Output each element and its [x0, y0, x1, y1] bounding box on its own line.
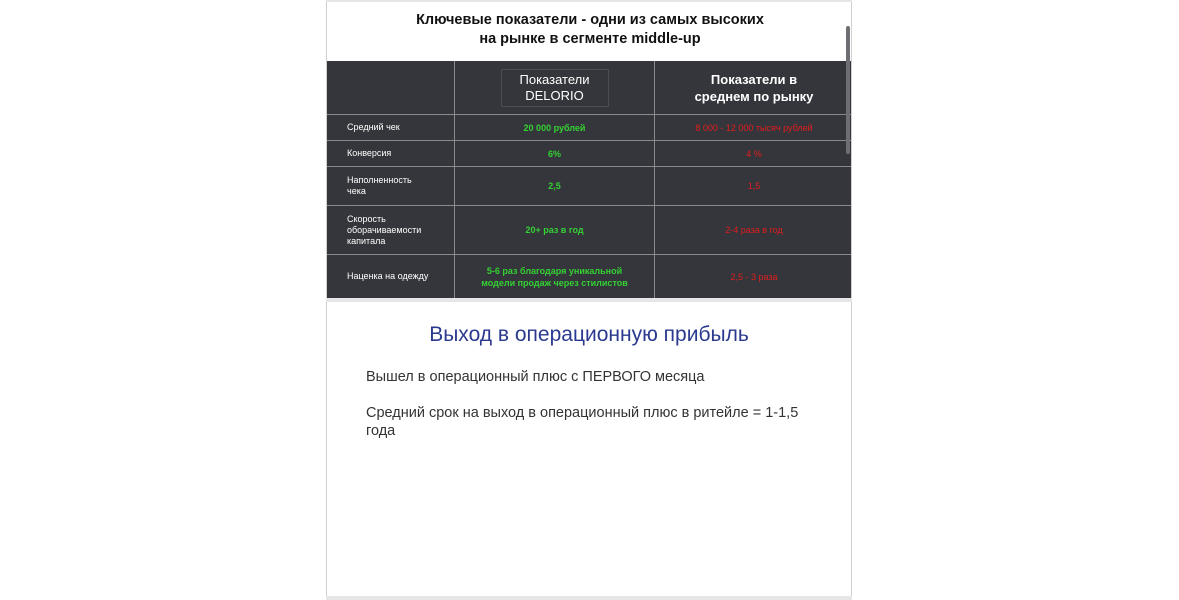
delorio-value: 2,5 [548, 181, 561, 191]
header-delorio-line-1: Показатели [519, 71, 590, 87]
delorio-value-cell [455, 115, 655, 140]
table-row [327, 254, 852, 298]
header-empty-cell [327, 61, 455, 114]
slide-title: Выход в операционную прибыль [429, 323, 749, 346]
table-row [327, 166, 852, 205]
row-label: Скорость оборачиваемости капитала [347, 213, 422, 246]
market-value-cell [655, 255, 852, 298]
header-market-line-2: среднем по рынку [694, 88, 814, 104]
delorio-value-cell [455, 206, 655, 254]
slide-title-line-2: на рынке в сегменте middle-up [479, 31, 701, 47]
market-value-cell [655, 115, 852, 140]
delorio-value: 20+ раз в год [525, 225, 584, 235]
slide-title [327, 11, 852, 49]
slide-title-line-1: Ключевые показатели - одни из самых высоких [416, 12, 764, 28]
vertical-scrollbar-thumb[interactable] [846, 26, 850, 154]
body-paragraph: Вышел в операционный плюс с ПЕРВОГО месяца [366, 369, 705, 385]
market-value-cell [655, 167, 852, 205]
row-label-cell [327, 115, 455, 140]
delorio-value-cell [455, 141, 655, 166]
market-value: 2,5 - 3 раза [730, 271, 778, 282]
row-label: Конверсия [347, 148, 392, 158]
header-delorio-cell [455, 61, 655, 114]
delorio-value: 20 000 рублей [523, 122, 586, 133]
row-label: Средний чек [347, 122, 400, 132]
row-label-cell [327, 206, 455, 254]
delorio-value-cell [455, 167, 655, 205]
market-value: 8 000 - 12 000 тысяч рублей [695, 122, 813, 133]
market-value: 2-4 раза в год [725, 225, 783, 235]
market-value: 1,5 [747, 181, 761, 191]
table-row [327, 205, 852, 254]
delorio-value: 5-6 раз благодаря уникальной модели продаж через стилистов [481, 265, 628, 288]
header-delorio-label [501, 69, 609, 107]
market-value-cell [655, 141, 852, 166]
body-paragraph: Средний срок на выход в операционный плюс в ритейле = 1-1,5 года [366, 405, 799, 439]
row-label-cell [327, 167, 455, 205]
slide-key-indicators [326, 2, 852, 298]
table-row [327, 140, 852, 166]
row-label-cell [327, 255, 455, 298]
slide-operating-profit [326, 302, 852, 596]
market-value-cell [655, 206, 852, 254]
row-label-cell [327, 141, 455, 166]
market-value: 4 % [746, 148, 762, 159]
delorio-value: 6% [547, 148, 561, 159]
table-header-row [327, 61, 852, 114]
table-row [327, 114, 852, 140]
kpi-table [327, 61, 852, 298]
row-label: Наценка на одежду [347, 271, 429, 281]
header-market-label [695, 71, 814, 105]
row-label: Наполненность чека [347, 175, 412, 196]
header-delorio-line-2: DELORIO [525, 87, 584, 103]
header-market-line-1: Показатели в [710, 71, 798, 87]
slide-body [366, 368, 826, 458]
header-market-cell [655, 61, 852, 114]
delorio-value-cell [455, 255, 655, 298]
